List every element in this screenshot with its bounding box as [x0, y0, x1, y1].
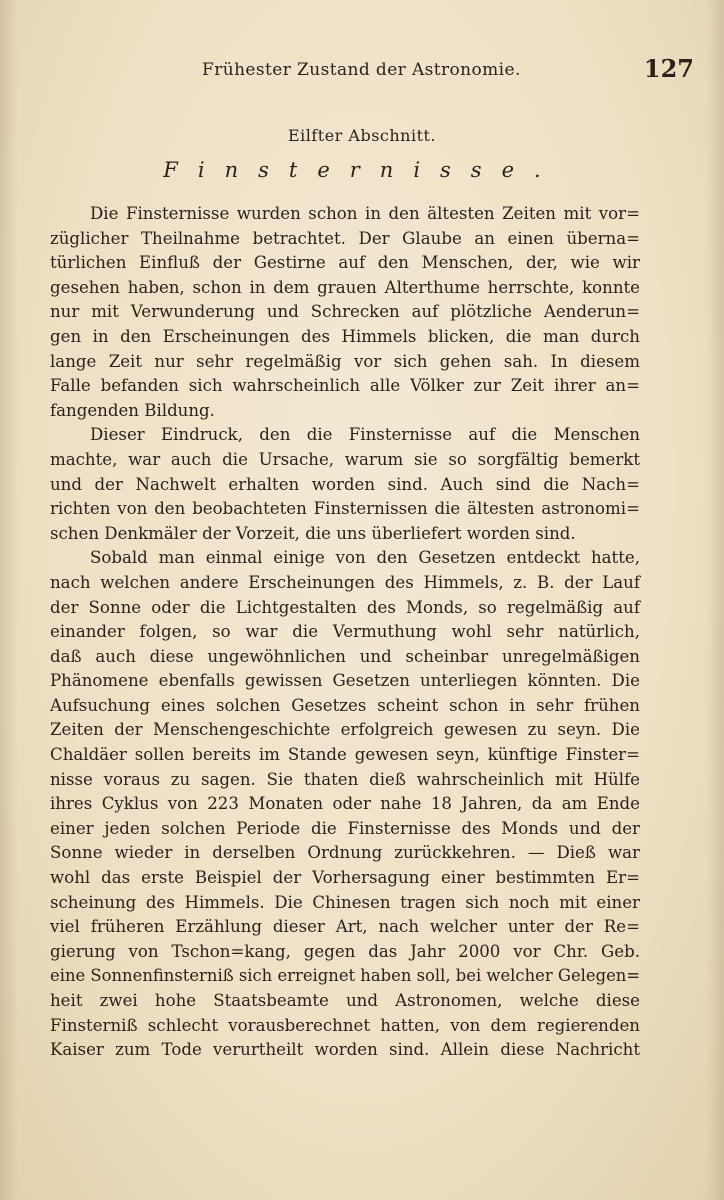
text-line: wohl das erste Beispiel der Vorhersagung einer bestimmten Er=	[50, 868, 640, 888]
text-line: gierung von Tschon=kang, gegen das Jahr 2000 vor Chr. Geb.	[50, 941, 640, 961]
text-line: nach welchen andere Erscheinungen des Himmels, z. B. der Lauf	[50, 572, 640, 592]
body-text	[50, 202, 640, 1063]
text-line: einer jeden solchen Periode die Finsternisse des Monds und der	[50, 818, 640, 838]
text-line: Sobald man einmal einige von den Gesetzen entdeckt hatte,	[90, 548, 640, 568]
text-line: Kaiser zum Tode verurtheilt worden sind. Allein diese Nachricht	[50, 1040, 640, 1060]
text-line: einander folgen, so war die Vermuthung wohl sehr natürlich,	[50, 622, 640, 642]
text-line: eine Sonnenfinsterniß sich erreignet haben soll, bei welcher Gelegen=	[50, 966, 641, 986]
text-line: nur mit Verwunderung und Schrecken auf plötzliche Aenderun=	[50, 302, 640, 322]
text-line: gesehen haben, schon in dem grauen Alterthume herrschte, konnte	[50, 277, 640, 297]
text-line: machte, war auch die Ursache, warum sie so sorgfältig bemerkt	[50, 449, 640, 469]
text-line: Finsterniß schlecht vorausberechnet hatten, von dem regierenden	[50, 1015, 640, 1035]
text-line: nisse voraus zu sagen. Sie thaten dieß wahrscheinlich mit Hülfe	[50, 769, 640, 789]
text-line: Phänomene ebenfalls gewissen Gesetzen unterliegen könnten. Die	[50, 671, 640, 691]
page-number: 127	[643, 54, 694, 83]
text-line: und der Nachwelt erhalten worden sind. Auch sind die Nach=	[50, 474, 640, 494]
text-line: Chaldäer sollen bereits im Stande gewesen seyn, künftige Finster=	[50, 745, 640, 765]
text-line: heit zwei hohe Staatsbeamte und Astronomen, welche diese	[50, 991, 640, 1010]
text-line: gen in den Erscheinungen des Himmels blicken, die man durch	[50, 326, 640, 346]
text-line: viel früheren Erzählung dieser Art, nach welcher unter der Re=	[50, 917, 640, 937]
text-line: Falle befanden sich wahrscheinlich alle Völker zur Zeit ihrer an=	[50, 376, 640, 396]
text-line: daß auch diese ungewöhnlichen und scheinbar unregelmäßigen	[50, 646, 640, 666]
text-line: Sonne wieder in derselben Ordnung zurückkehren. — Dieß war	[50, 843, 640, 863]
text-line: züglicher Theilnahme betrachtet. Der Glaube an einen überna=	[50, 228, 640, 248]
text-line: Zeiten der Menschengeschichte erfolgreich gewesen zu seyn. Die	[50, 720, 640, 740]
text-line: türlichen Einfluß der Gestirne auf den Menschen, der, wie wir	[50, 253, 640, 273]
text-line: ihres Cyklus von 223 Monaten oder nahe 18 Jahren, da am Ende	[50, 794, 640, 814]
text-line: Dieser Eindruck, den die Finsternisse auf die Menschen	[90, 425, 640, 445]
text-line: fangenden Bildung.	[50, 400, 215, 420]
chapter-title: Finsternisse.	[163, 158, 561, 182]
text-line: schen Denkmäler der Vorzeit, die uns überliefert worden sind.	[50, 523, 576, 543]
running-title: Frühester Zustand der Astronomie.	[202, 60, 521, 80]
text-line: scheinung des Himmels. Die Chinesen tragen sich noch mit einer	[50, 892, 640, 912]
section-label: Eilfter Abschnitt.	[287, 126, 437, 145]
text-line: richten von den beobachteten Finsternissen die ältesten astronomi=	[50, 499, 640, 519]
text-line: der Sonne oder die Lichtgestalten des Monds, so regelmäßig auf	[50, 597, 640, 617]
text-line: Aufsuchung eines solchen Gesetzes scheint schon in sehr frühen	[50, 695, 640, 715]
running-head	[52, 54, 694, 86]
text-line: lange Zeit nur sehr regelmäßig vor sich gehen sah. In diesem	[50, 351, 640, 371]
text-line: Die Finsternisse wurden schon in den ältesten Zeiten mit vor=	[90, 204, 640, 223]
